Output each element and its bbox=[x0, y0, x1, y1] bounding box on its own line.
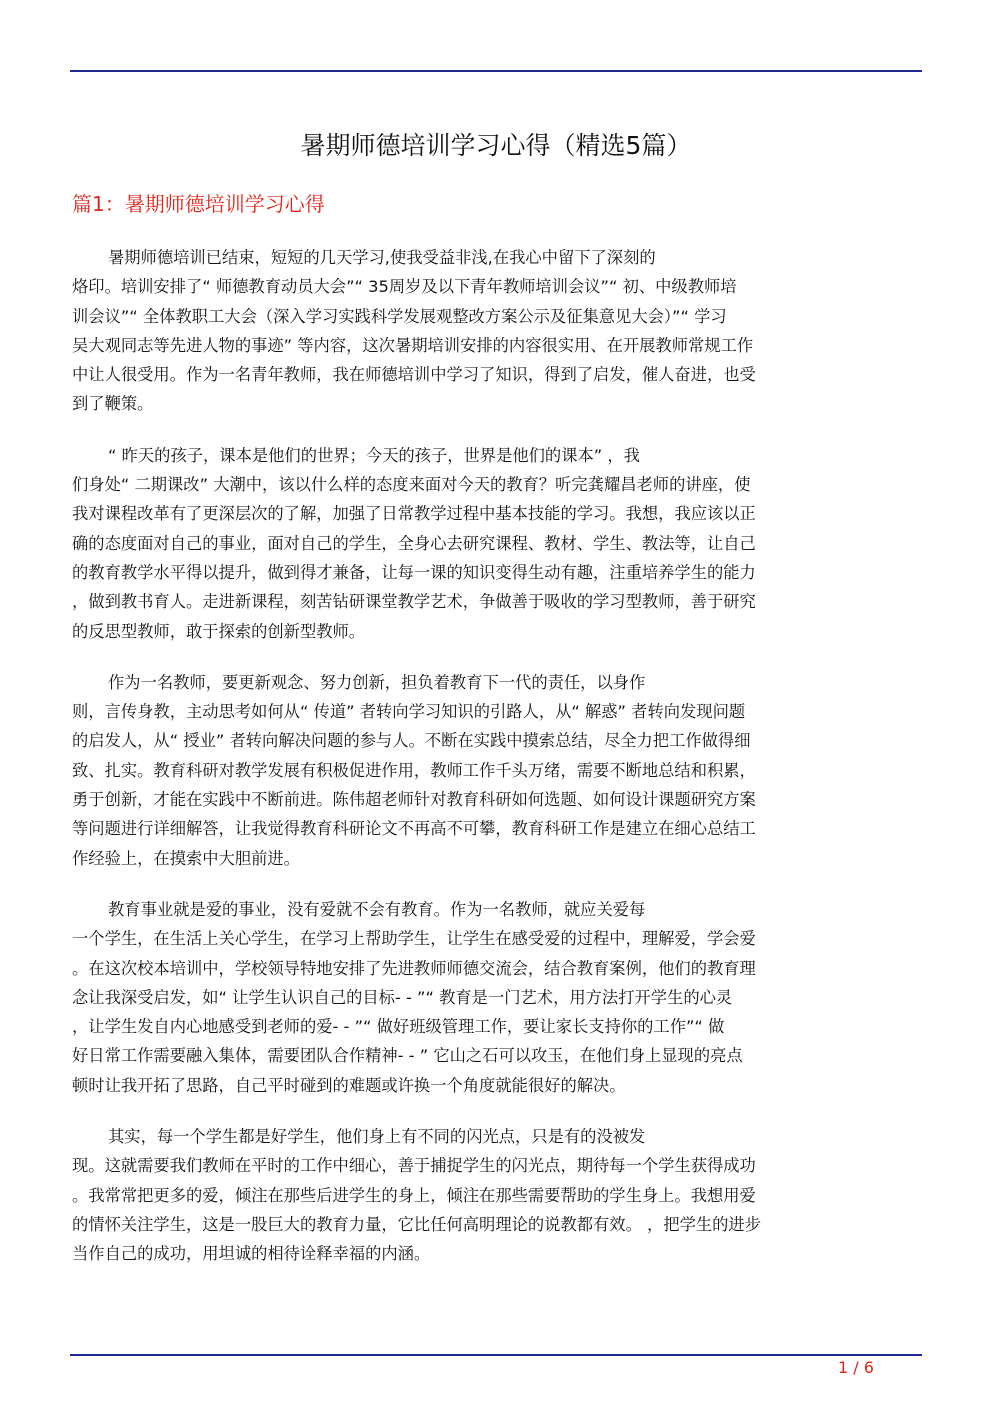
paragraph-line: 教育事业就是爱的事业，没有爱就不会有教育。作为一名教师，就应关爱每 bbox=[108, 899, 646, 919]
paragraph-line: ，做到教书育人。走进新课程，刻苦钻研课堂教学艺术，争做善于吸收的学习型教师，善于研究 bbox=[72, 592, 756, 612]
paragraph-4 bbox=[72, 895, 912, 1100]
page-number: 1 / 6 bbox=[838, 1358, 874, 1377]
paragraph-line: 烙印。培训安排了“ 师德教育动员大会”“ 35周岁及以下青年教师培训会议”“ 初、中级教师培 bbox=[72, 277, 737, 297]
paragraph-line: 。在这次校本培训中，学校领导特地安排了先进教师师德交流会，结合教育案例，他们的教育理 bbox=[72, 958, 756, 978]
paragraph-5 bbox=[72, 1122, 912, 1268]
paragraph-line: 确的态度面对自己的事业，面对自己的学生，全身心去研究课程、教材、学生、教法等，让自己 bbox=[72, 533, 756, 553]
paragraph-line: 作为一名教师，要更新观念、努力创新，担负着教育下一代的责任，以身作 bbox=[108, 672, 646, 692]
paragraph-line: 当作自己的成功，用坦诚的相待诠释幸福的内涵。 bbox=[72, 1244, 431, 1264]
paragraph-line: 致、扎实。教育科研对教学发展有积极促进作用，教师工作千头万绪，需要不断地总结和积累， bbox=[72, 760, 756, 780]
paragraph-line: 训会议”“ 全体教职工大会（深入学习实践科学发展观整改方案公示及征集意见大会）”“ 学习 bbox=[72, 306, 727, 326]
paragraph-line: 等问题进行详细解答，让我觉得教育科研论文不再高不可攀，教育科研工作是建立在细心总结工 bbox=[72, 819, 756, 839]
paragraph-line: 吴大观同志等先进人物的事迹” 等内容，这次暑期培训安排的内容很实用、在开展教师常规工作 bbox=[72, 335, 754, 355]
paragraph-line: 到了鞭策。 bbox=[72, 394, 154, 414]
paragraph-line: 顿时让我开拓了思路，自己平时碰到的难题或许换一个角度就能很好的解决。 bbox=[72, 1075, 626, 1095]
paragraph-line: 的情怀关注学生，这是一股巨大的教育力量，它比任何高明理论的说教都有效。 ，把学生的进步 bbox=[72, 1214, 761, 1234]
paragraph-line: 的反思型教师，敢于探索的创新型教师。 bbox=[72, 621, 366, 641]
paragraph-line: “ 昨天的孩子，课本是他们的世界；今天的孩子，世界是他们的课本” ，我 bbox=[108, 445, 640, 465]
paragraph-line: 我对课程改革有了更深层次的了解，加强了日常教学过程中基本技能的学习。我想，我应该以正 bbox=[72, 504, 756, 524]
paragraph-line: 的教育教学水平得以提升，做到得才兼备，让每一课的知识变得生动有趣，注重培养学生的能力 bbox=[72, 562, 756, 582]
paragraph-line: 念让我深受启发，如“ 让学生认识自己的目标- - ”“ 教育是一门艺术，用方法打开学生的心灵 bbox=[72, 987, 733, 1007]
paragraph-line: 其实，每一个学生都是好学生，他们身上有不同的闪光点，只是有的没被发 bbox=[108, 1127, 646, 1147]
paragraph-line: 作经验上，在摸索中大胆前进。 bbox=[72, 848, 300, 868]
paragraph-3 bbox=[72, 668, 912, 873]
paragraph-line: 勇于创新，才能在实践中不断前进。陈伟超老师针对教育科研如何选题、如何设计课题研究方案 bbox=[72, 790, 756, 810]
footer-rule bbox=[70, 1354, 922, 1356]
paragraph-line: 则，言传身教，主动思考如何从“ 传道” 者转向学习知识的引路人，从“ 解惑” 者转向发现问题 bbox=[72, 702, 746, 722]
header-rule bbox=[70, 70, 922, 72]
paragraph-line: 暑期师德培训已结束，短短的几天学习,使我受益非浅,在我心中留下了深刻的 bbox=[108, 248, 656, 267]
paragraph-line: 现。这就需要我们教师在平时的工作中细心，善于捕捉学生的闪光点，期待每一个学生获得成功 bbox=[72, 1156, 756, 1176]
paragraph-line: 中让人很受用。作为一名青年教师，我在师德培训中学习了知识，得到了启发，催人奋进，也受 bbox=[72, 365, 756, 385]
section-heading: 篇1：暑期师德培训学习心得 bbox=[72, 192, 325, 216]
paragraph-1 bbox=[72, 243, 912, 419]
paragraph-2 bbox=[72, 441, 912, 646]
paragraph-line: 的启发人，从“ 授业” 者转向解决问题的参与人。不断在实践中摸索总结，尽全力把工作做得细 bbox=[72, 731, 751, 751]
document-title: 暑期师德培训学习心得（精选5篇） bbox=[300, 131, 692, 160]
paragraph-line: 们身处“ 二期课改” 大潮中，该以什么样的态度来面对今天的教育？听完龚耀昌老师的讲座，使 bbox=[72, 475, 751, 495]
paragraph-line: ，让学生发自内心地感受到老师的爱- - ”“ 做好班级管理工作，要让家长支持你的工作”“ 做 bbox=[72, 1017, 725, 1037]
paragraph-line: 好日常工作需要融入集体，需要团队合作精神- - ” 它山之石可以攻玉，在他们身上显现的亮点 bbox=[72, 1046, 743, 1066]
document-body bbox=[72, 243, 912, 1291]
paragraph-line: 。我常常把更多的爱，倾注在那些后进学生的身上，倾注在那些需要帮助的学生身上。我想用爱 bbox=[72, 1185, 756, 1205]
paragraph-line: 一个学生，在生活上关心学生，在学习上帮助学生，让学生在感受爱的过程中，理解爱，学会爱 bbox=[72, 929, 756, 949]
